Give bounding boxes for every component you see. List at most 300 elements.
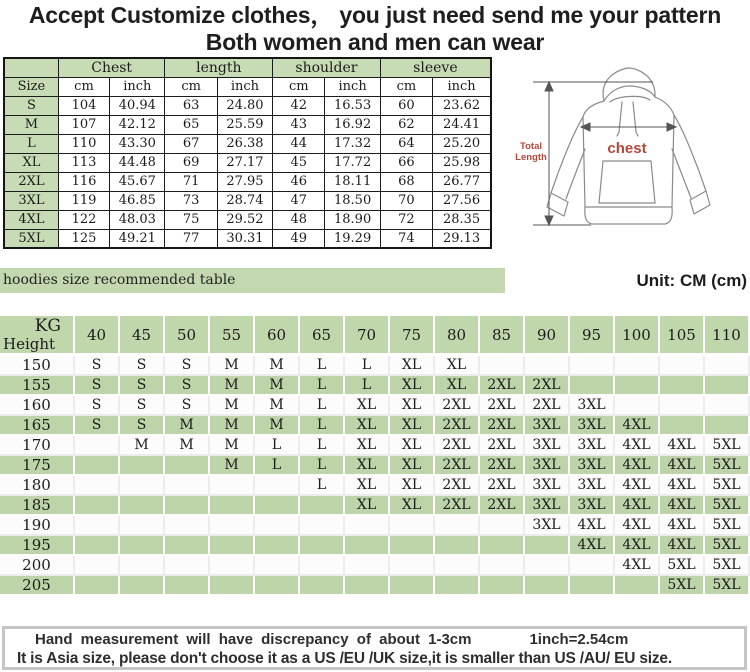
- size-recommendation-cell: [165, 456, 210, 476]
- size-recommendation-cell: L: [300, 396, 345, 416]
- measurement-cell: 19.29: [325, 229, 380, 248]
- measurement-cell: 77: [165, 229, 217, 248]
- height-cell: 155: [0, 376, 75, 396]
- size-column-header: Size: [4, 77, 58, 96]
- matrix-row: [0, 396, 750, 416]
- weight-header-cell: 75: [390, 316, 435, 356]
- size-recommendation-cell: 3XL: [525, 456, 570, 476]
- size-recommendation-cell: [75, 536, 120, 556]
- weight-header-cell: 45: [120, 316, 165, 356]
- size-name-cell: M: [4, 115, 58, 134]
- height-cell: 200: [0, 556, 75, 576]
- unit-header-cell: inch: [217, 77, 272, 96]
- size-recommendation-cell: [390, 536, 435, 556]
- size-recommendation-cell: XL: [390, 496, 435, 516]
- kg-height-corner-cell: [0, 316, 75, 356]
- measurement-cell: 24.80: [217, 96, 272, 115]
- measurement-cell: 62: [380, 115, 432, 134]
- size-recommendation-cell: M: [255, 396, 300, 416]
- unit-header-cell: inch: [325, 77, 380, 96]
- size-recommendation-cell: 4XL: [660, 496, 705, 516]
- weight-header-cell: 85: [480, 316, 525, 356]
- size-recommendation-cell: 5XL: [660, 556, 705, 576]
- measurement-cell: 26.38: [217, 134, 272, 153]
- recommended-table-caption: hoodies size recommended table: [0, 268, 505, 293]
- page-title: [0, 2, 750, 56]
- size-recommendation-cell: XL: [390, 356, 435, 376]
- measurement-cell: 17.72: [325, 153, 380, 172]
- weight-header-cell: 40: [75, 316, 120, 356]
- size-recommendation-cell: 2XL: [480, 416, 525, 436]
- height-cell: 205: [0, 576, 75, 596]
- size-recommendation-cell: 5XL: [705, 456, 750, 476]
- size-recommendation-cell: 4XL: [615, 416, 660, 436]
- measurement-cell: 26.77: [433, 172, 491, 191]
- measurement-cell: 63: [165, 96, 217, 115]
- measurement-cell: 23.62: [433, 96, 491, 115]
- height-cell: 150: [0, 356, 75, 376]
- size-recommendation-cell: XL: [345, 416, 390, 436]
- size-recommendation-cell: 4XL: [660, 436, 705, 456]
- size-name-cell: 5XL: [4, 229, 58, 248]
- size-recommendation-cell: XL: [390, 416, 435, 436]
- size-recommendation-cell: L: [300, 376, 345, 396]
- size-recommendation-cell: 3XL: [570, 416, 615, 436]
- size-recommendation-cell: [345, 576, 390, 596]
- matrix-row: [0, 416, 750, 436]
- measurement-cell: 74: [380, 229, 432, 248]
- size-recommendation-cell: M: [255, 416, 300, 436]
- matrix-row: [0, 456, 750, 476]
- shoulder-group-header: shoulder: [273, 58, 381, 77]
- size-recommendation-cell: XL: [390, 376, 435, 396]
- size-recommendation-cell: 4XL: [615, 456, 660, 476]
- size-recommendation-cell: 4XL: [570, 516, 615, 536]
- size-recommendation-cell: M: [165, 436, 210, 456]
- measurement-cell: 18.50: [325, 191, 380, 210]
- size-recommendation-cell: [660, 376, 705, 396]
- measurement-cell: 42: [273, 96, 325, 115]
- hem-band: [585, 207, 672, 224]
- size-recommendation-cell: [120, 456, 165, 476]
- size-recommendation-cell: L: [300, 436, 345, 456]
- size-recommendation-cell: L: [300, 356, 345, 376]
- matrix-row: [0, 576, 750, 596]
- weight-header-cell: 105: [660, 316, 705, 356]
- unit-header-cell: inch: [433, 77, 491, 96]
- footer-inch-conversion: 1inch=2.54cm: [529, 631, 629, 648]
- size-recommendation-cell: [120, 496, 165, 516]
- size-recommendation-cell: 4XL: [615, 496, 660, 516]
- unit-header-cell: cm: [58, 77, 109, 96]
- matrix-row: [0, 376, 750, 396]
- unit-header-cell: cm: [273, 77, 325, 96]
- measurement-cell: 16.53: [325, 96, 380, 115]
- size-recommendation-cell: [300, 576, 345, 596]
- size-recommendation-cell: [120, 556, 165, 576]
- size-recommendation-cell: [210, 536, 255, 556]
- size-recommendation-cell: [345, 516, 390, 536]
- measurement-cell: 29.52: [217, 210, 272, 229]
- measurement-cell: 64: [380, 134, 432, 153]
- size-recommendation-cell: XL: [345, 396, 390, 416]
- measurement-cell: 24.41: [433, 115, 491, 134]
- size-recommendation-cell: XL: [390, 396, 435, 416]
- size-recommendation-cell: [615, 376, 660, 396]
- total-length-label-line2: Length: [515, 152, 547, 163]
- size-recommendation-cell: [300, 556, 345, 576]
- size-recommendation-cell: [615, 396, 660, 416]
- weight-header-cell: 65: [300, 316, 345, 356]
- size-recommendation-cell: S: [120, 416, 165, 436]
- size-spec-row: [4, 172, 491, 191]
- total-length-label-line1: Total: [520, 141, 542, 152]
- measurement-cell: 27.95: [217, 172, 272, 191]
- size-recommendation-cell: [660, 416, 705, 436]
- height-cell: 170: [0, 436, 75, 456]
- size-name-cell: S: [4, 96, 58, 115]
- measurement-cell: 60: [380, 96, 432, 115]
- size-recommendation-cell: S: [120, 356, 165, 376]
- size-recommendation-cell: [120, 536, 165, 556]
- measurement-cell: 110: [58, 134, 109, 153]
- size-recommendation-cell: 3XL: [570, 436, 615, 456]
- drawstring-left: [617, 102, 622, 136]
- measurement-cell: 40.94: [110, 96, 165, 115]
- measurement-cell: 27.17: [217, 153, 272, 172]
- measurement-cell: 67: [165, 134, 217, 153]
- size-recommendation-cell: M: [210, 416, 255, 436]
- size-recommendation-cell: 3XL: [570, 496, 615, 516]
- measurement-cell: 116: [58, 172, 109, 191]
- size-recommendation-cell: 2XL: [435, 476, 480, 496]
- size-recommendation-cell: XL: [345, 476, 390, 496]
- size-spec-row: [4, 191, 491, 210]
- size-recommendation-cell: 4XL: [660, 456, 705, 476]
- matrix-header-row: [0, 316, 750, 356]
- size-recommendation-cell: [345, 556, 390, 576]
- size-recommendation-cell: [615, 356, 660, 376]
- right-cuff: [690, 191, 710, 214]
- size-recommendation-cell: 5XL: [705, 556, 750, 576]
- size-recommendation-cell: 2XL: [480, 376, 525, 396]
- sleeve-group-header: sleeve: [380, 58, 491, 77]
- measurement-cell: 46.85: [110, 191, 165, 210]
- size-recommendation-cell: 4XL: [660, 536, 705, 556]
- size-recommendation-cell: 5XL: [705, 496, 750, 516]
- size-recommendation-cell: 3XL: [525, 476, 570, 496]
- matrix-row: [0, 436, 750, 456]
- measurement-cell: 45.67: [110, 172, 165, 191]
- measurement-cell: 18.90: [325, 210, 380, 229]
- size-recommendation-cell: S: [75, 396, 120, 416]
- weight-header-cell: 90: [525, 316, 570, 356]
- title-line-2: Both women and men can wear: [205, 29, 545, 55]
- matrix-row: [0, 476, 750, 496]
- size-recommendation-cell: 4XL: [660, 476, 705, 496]
- size-recommendation-cell: M: [120, 436, 165, 456]
- size-recommendation-cell: [255, 536, 300, 556]
- measurement-cell: 16.92: [325, 115, 380, 134]
- recommend-header: [0, 268, 750, 294]
- blank-corner-cell: [4, 58, 58, 77]
- size-recommendation-cell: 5XL: [705, 576, 750, 596]
- measurement-cell: 75: [165, 210, 217, 229]
- arrowhead-left: [581, 123, 590, 131]
- weight-header-cell: 70: [345, 316, 390, 356]
- title-line-1: Accept Customize clothes， you just need send me your pattern: [28, 2, 722, 28]
- size-recommendation-cell: [75, 456, 120, 476]
- size-recommendation-cell: L: [255, 456, 300, 476]
- footer-asia-size-text: It is Asia size, please don't choose it as a US /EU /UK size,it is smaller than US /AU/ EU size.: [17, 650, 672, 667]
- matrix-row: [0, 516, 750, 536]
- size-recommendation-cell: 3XL: [525, 436, 570, 456]
- size-recommendation-cell: 4XL: [615, 556, 660, 576]
- size-recommendation-cell: XL: [390, 456, 435, 476]
- size-recommendation-cell: [660, 396, 705, 416]
- size-recommendation-cell: S: [120, 376, 165, 396]
- unit-header-cell: inch: [110, 77, 165, 96]
- measurement-cell: 46: [273, 172, 325, 191]
- size-recommendation-cell: [705, 416, 750, 436]
- body-right-edge: [655, 97, 674, 207]
- size-recommendation-cell: 5XL: [705, 516, 750, 536]
- weight-header-cell: 60: [255, 316, 300, 356]
- size-recommendation-cell: [480, 576, 525, 596]
- measurement-cell: 71: [165, 172, 217, 191]
- size-recommendation-cell: [75, 516, 120, 536]
- size-recommendation-cell: 3XL: [525, 416, 570, 436]
- size-recommendation-cell: [705, 356, 750, 376]
- size-recommendation-cell: [255, 496, 300, 516]
- size-recommendation-cell: 4XL: [660, 516, 705, 536]
- size-recommendation-cell: 4XL: [570, 536, 615, 556]
- unit-header-cell: cm: [380, 77, 432, 96]
- size-recommendation-cell: [75, 436, 120, 456]
- size-recommendation-cell: 2XL: [435, 436, 480, 456]
- size-recommendation-cell: [120, 576, 165, 596]
- size-recommendation-cell: [435, 516, 480, 536]
- size-recommendation-cell: [660, 356, 705, 376]
- size-recommendation-cell: [570, 576, 615, 596]
- size-recommendation-cell: XL: [345, 496, 390, 516]
- height-cell: 180: [0, 476, 75, 496]
- size-recommendation-cell: 2XL: [435, 396, 480, 416]
- pocket: [599, 161, 655, 203]
- kg-label: KG: [34, 316, 61, 336]
- measurement-cell: 49.21: [110, 229, 165, 248]
- size-spec-table: [3, 57, 492, 249]
- size-recommendation-cell: 2XL: [435, 456, 480, 476]
- size-recommendation-cell: [300, 516, 345, 536]
- weight-header-cell: 110: [705, 316, 750, 356]
- size-recommendation-cell: S: [75, 356, 120, 376]
- size-recommendation-cell: [570, 356, 615, 376]
- size-recommendation-cell: 5XL: [660, 576, 705, 596]
- size-recommendation-cell: [705, 376, 750, 396]
- size-recommendation-cell: 3XL: [570, 396, 615, 416]
- weight-header-cell: 80: [435, 316, 480, 356]
- weight-header-cell: 95: [570, 316, 615, 356]
- matrix-row: [0, 536, 750, 556]
- size-recommendation-cell: 2XL: [525, 376, 570, 396]
- size-recommendation-cell: [570, 556, 615, 576]
- size-recommendation-cell: XL: [345, 456, 390, 476]
- size-spec-row: [4, 210, 491, 229]
- size-recommendation-cell: XL: [390, 436, 435, 456]
- size-recommendation-cell: S: [165, 396, 210, 416]
- measurement-cell: 27.56: [433, 191, 491, 210]
- size-recommendation-cell: [210, 556, 255, 576]
- spec-unit-header-row: [4, 77, 491, 96]
- measurement-cell: 43: [273, 115, 325, 134]
- size-recommendation-cell: 5XL: [705, 436, 750, 456]
- size-recommendation-cell: 5XL: [705, 536, 750, 556]
- height-cell: 185: [0, 496, 75, 516]
- matrix-row: [0, 356, 750, 376]
- measurement-cell: 104: [58, 96, 109, 115]
- size-recommendation-cell: 2XL: [480, 396, 525, 416]
- size-recommendation-cell: XL: [435, 376, 480, 396]
- size-recommendation-cell: S: [75, 376, 120, 396]
- size-recommendation-cell: [255, 576, 300, 596]
- height-cell: 160: [0, 396, 75, 416]
- size-recommendation-cell: L: [300, 416, 345, 436]
- size-recommendation-cell: 2XL: [435, 496, 480, 516]
- right-sleeve: [674, 115, 706, 191]
- size-recommendation-cell: [525, 556, 570, 576]
- size-spec-row: [4, 96, 491, 115]
- left-sleeve: [551, 117, 583, 193]
- size-recommendation-cell: M: [210, 456, 255, 476]
- size-recommendation-cell: [75, 476, 120, 496]
- measurement-cell: 30.31: [217, 229, 272, 248]
- measurement-cell: 70: [380, 191, 432, 210]
- size-name-cell: 4XL: [4, 210, 58, 229]
- right-sleeve-inner: [672, 149, 691, 198]
- length-group-header: length: [165, 58, 273, 77]
- size-recommendation-cell: L: [345, 356, 390, 376]
- size-recommend-matrix: [0, 316, 750, 596]
- size-recommendation-cell: L: [255, 436, 300, 456]
- size-recommendation-cell: [75, 576, 120, 596]
- measurement-cell: 69: [165, 153, 217, 172]
- weight-header-cell: 50: [165, 316, 210, 356]
- size-recommendation-cell: [165, 536, 210, 556]
- measurement-cell: 66: [380, 153, 432, 172]
- measurement-cell: 25.20: [433, 134, 491, 153]
- footer-line-1: [17, 630, 738, 649]
- size-spec-row: [4, 153, 491, 172]
- measurement-cell: 65: [165, 115, 217, 134]
- size-recommendation-cell: [300, 536, 345, 556]
- drawstring-right: [633, 102, 638, 136]
- measurement-cell: 49: [273, 229, 325, 248]
- size-recommendation-cell: L: [345, 376, 390, 396]
- size-recommendation-cell: [165, 496, 210, 516]
- size-spec-row: [4, 115, 491, 134]
- size-recommendation-cell: [120, 476, 165, 496]
- size-recommendation-cell: S: [165, 356, 210, 376]
- size-name-cell: 2XL: [4, 172, 58, 191]
- measurement-cell: 25.59: [217, 115, 272, 134]
- size-recommendation-cell: L: [300, 456, 345, 476]
- size-recommendation-cell: [255, 516, 300, 536]
- matrix-row: [0, 496, 750, 516]
- size-recommendation-cell: [165, 476, 210, 496]
- size-recommendation-cell: M: [255, 376, 300, 396]
- size-recommendation-cell: M: [255, 356, 300, 376]
- height-cell: 195: [0, 536, 75, 556]
- size-spec-row: [4, 134, 491, 153]
- measurement-cell: 68: [380, 172, 432, 191]
- measurement-cell: 17.32: [325, 134, 380, 153]
- size-recommendation-cell: [435, 536, 480, 556]
- size-recommendation-cell: M: [210, 396, 255, 416]
- size-recommendation-cell: [390, 576, 435, 596]
- measurement-cell: 29.13: [433, 229, 491, 248]
- chest-group-header: Chest: [58, 58, 165, 77]
- size-recommendation-cell: [435, 576, 480, 596]
- size-name-cell: L: [4, 134, 58, 153]
- size-recommendation-cell: 2XL: [480, 476, 525, 496]
- size-recommendation-cell: [390, 556, 435, 576]
- weight-header-cell: 55: [210, 316, 255, 356]
- size-recommendation-cell: 3XL: [570, 456, 615, 476]
- size-recommendation-cell: 2XL: [435, 416, 480, 436]
- measurement-cell: 72: [380, 210, 432, 229]
- measurement-cell: 42.12: [110, 115, 165, 134]
- size-recommendation-cell: S: [120, 396, 165, 416]
- measurement-cell: 47: [273, 191, 325, 210]
- size-recommendation-cell: M: [210, 356, 255, 376]
- height-cell: 165: [0, 416, 75, 436]
- size-recommendation-cell: 2XL: [480, 456, 525, 476]
- matrix-body: [0, 356, 750, 596]
- size-recommendation-cell: [165, 516, 210, 536]
- measurement-cell: 28.35: [433, 210, 491, 229]
- size-recommendation-cell: [525, 356, 570, 376]
- size-recommendation-cell: [345, 536, 390, 556]
- size-recommendation-cell: [75, 556, 120, 576]
- measurement-cell: 48.03: [110, 210, 165, 229]
- size-recommendation-cell: [120, 516, 165, 536]
- size-recommendation-cell: [75, 496, 120, 516]
- measurement-cell: 18.11: [325, 172, 380, 191]
- size-recommendation-cell: 4XL: [615, 536, 660, 556]
- size-recommendation-cell: XL: [345, 436, 390, 456]
- size-recommendation-cell: M: [165, 416, 210, 436]
- size-recommendation-cell: [390, 516, 435, 536]
- size-recommendation-cell: S: [75, 416, 120, 436]
- size-recommendation-cell: [435, 556, 480, 576]
- measurement-cell: 107: [58, 115, 109, 134]
- size-name-cell: XL: [4, 153, 58, 172]
- measurement-cell: 119: [58, 191, 109, 210]
- body-left-edge: [583, 101, 604, 207]
- measurement-cell: 45: [273, 153, 325, 172]
- height-cell: 190: [0, 516, 75, 536]
- measurement-cell: 43.30: [110, 134, 165, 153]
- height-label: Height: [3, 335, 56, 353]
- left-cuff: [547, 193, 568, 216]
- measurement-cell: 44.48: [110, 153, 165, 172]
- chest-label: chest: [607, 140, 647, 157]
- size-recommendation-cell: 4XL: [615, 436, 660, 456]
- size-recommendation-cell: 4XL: [615, 516, 660, 536]
- height-cell: 175: [0, 456, 75, 476]
- footer-discrepancy-text: Hand measurement will have discrepancy of about 1-3cm: [35, 631, 472, 648]
